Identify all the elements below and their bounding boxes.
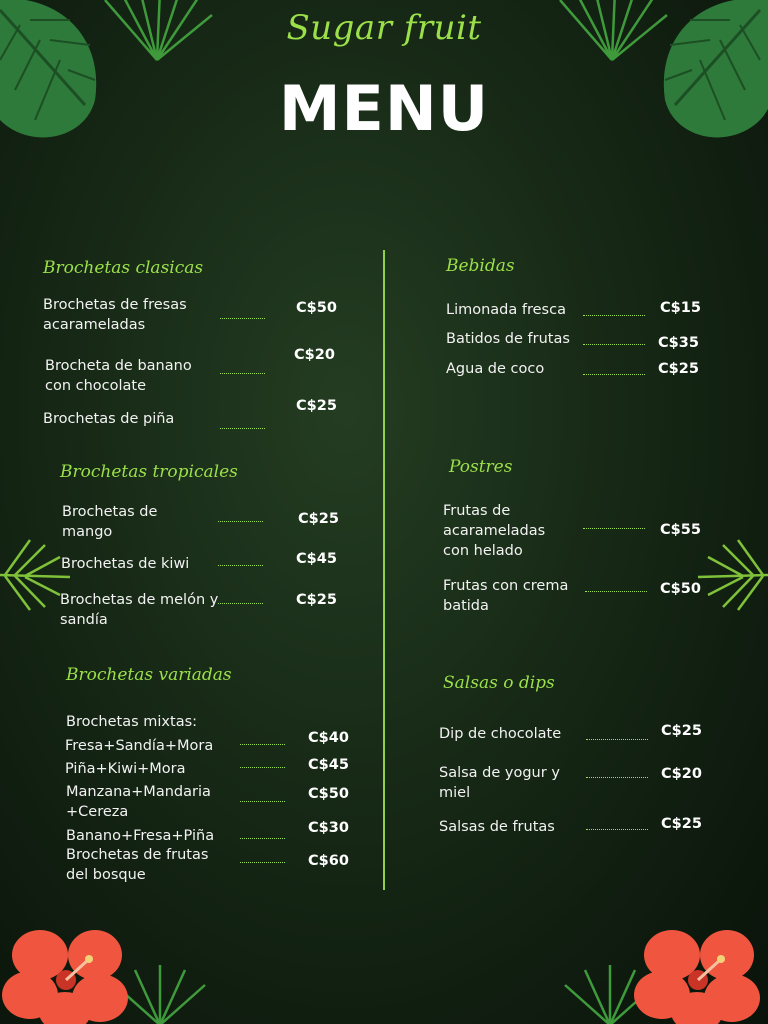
dotted-leader <box>585 591 647 592</box>
dotted-leader <box>583 374 645 375</box>
menu-item-price: C$45 <box>296 551 337 567</box>
menu-item-name: Agua de coco <box>446 361 545 377</box>
dotted-leader <box>586 829 648 830</box>
dotted-leader <box>586 777 648 778</box>
menu-item-price: C$25 <box>296 398 337 414</box>
hibiscus-flower-icon <box>632 920 768 1024</box>
hibiscus-flower-icon <box>0 920 140 1024</box>
menu-item-name: Brochetas de melón y sandía <box>60 592 219 628</box>
section-title-brochetas-tropicales: Brochetas tropicales <box>60 462 238 482</box>
menu-item-price: C$20 <box>294 347 335 363</box>
menu-item-price: C$40 <box>308 730 349 746</box>
menu-item-price: C$25 <box>298 511 339 527</box>
section-subtitle: Brochetas mixtas: <box>66 714 198 730</box>
dotted-leader <box>583 528 645 529</box>
section-title-brochetas-variadas: Brochetas variadas <box>66 665 232 685</box>
menu-item-name: Frutas con crema batida <box>443 578 569 614</box>
menu-item-name: Brochetas de fresas acarameladas <box>43 297 187 333</box>
menu-item-price: C$60 <box>308 853 349 869</box>
menu-item-price: C$55 <box>660 522 701 538</box>
dotted-leader <box>220 428 265 429</box>
dotted-leader <box>240 744 285 745</box>
menu-item-name: Limonada fresca <box>446 302 566 318</box>
menu-item-price: C$25 <box>661 816 702 832</box>
menu-item-price: C$35 <box>658 335 699 351</box>
section-title-brochetas-clasicas: Brochetas clasicas <box>43 258 204 278</box>
dotted-leader <box>218 565 263 566</box>
menu-item-price: C$45 <box>308 757 349 773</box>
menu-item-name: Dip de chocolate <box>439 726 562 742</box>
dotted-leader <box>240 801 285 802</box>
dotted-leader <box>583 344 645 345</box>
dotted-leader <box>220 373 265 374</box>
menu-item-price: C$25 <box>661 723 702 739</box>
dotted-leader <box>220 318 265 319</box>
menu-item-name: Banano+Fresa+Piña <box>66 828 215 844</box>
menu-item-name: Brochetas de mango <box>62 504 158 540</box>
section-title-bebidas: Bebidas <box>446 256 515 276</box>
menu-item-price: C$50 <box>296 300 337 316</box>
menu-item-name: Brochetas de kiwi <box>61 556 190 572</box>
section-title-salsas-o-dips: Salsas o dips <box>443 673 555 693</box>
menu-item-price: C$25 <box>658 361 699 377</box>
menu-item-price: C$50 <box>308 786 349 802</box>
menu-item-name: Brochetas de piña <box>43 411 175 427</box>
menu-item-name: Fresa+Sandía+Mora <box>65 738 214 754</box>
dotted-leader <box>586 739 648 740</box>
menu-item-name: Salsas de frutas <box>439 819 555 835</box>
dotted-leader <box>240 838 285 839</box>
dotted-leader <box>218 521 263 522</box>
menu-item-price: C$30 <box>308 820 349 836</box>
menu-item-price: C$50 <box>660 581 701 597</box>
menu-item-price: C$20 <box>661 766 702 782</box>
menu-item-name: Manzana+Mandaria +Cereza <box>66 784 211 820</box>
column-divider <box>383 250 385 890</box>
page-title: MENU <box>278 72 490 145</box>
menu-item-name: Brocheta de banano con chocolate <box>45 358 192 394</box>
menu-item-name: Piña+Kiwi+Mora <box>65 761 186 777</box>
brand-name: Sugar fruit <box>286 8 482 48</box>
menu-item-name: Salsa de yogur y miel <box>439 765 560 801</box>
menu-item-price: C$25 <box>296 592 337 608</box>
menu-item-name: Frutas de acarameladas con helado <box>443 503 546 559</box>
dotted-leader <box>583 315 645 316</box>
palm-leaf-icon <box>693 535 768 615</box>
dotted-leader <box>240 862 285 863</box>
menu-item-name: Brochetas de frutas del bosque <box>66 847 209 883</box>
dotted-leader <box>240 767 285 768</box>
menu-item-price: C$15 <box>660 300 701 316</box>
dotted-leader <box>218 603 263 604</box>
menu-item-name: Batidos de frutas <box>446 331 570 347</box>
section-title-postres: Postres <box>449 457 513 477</box>
